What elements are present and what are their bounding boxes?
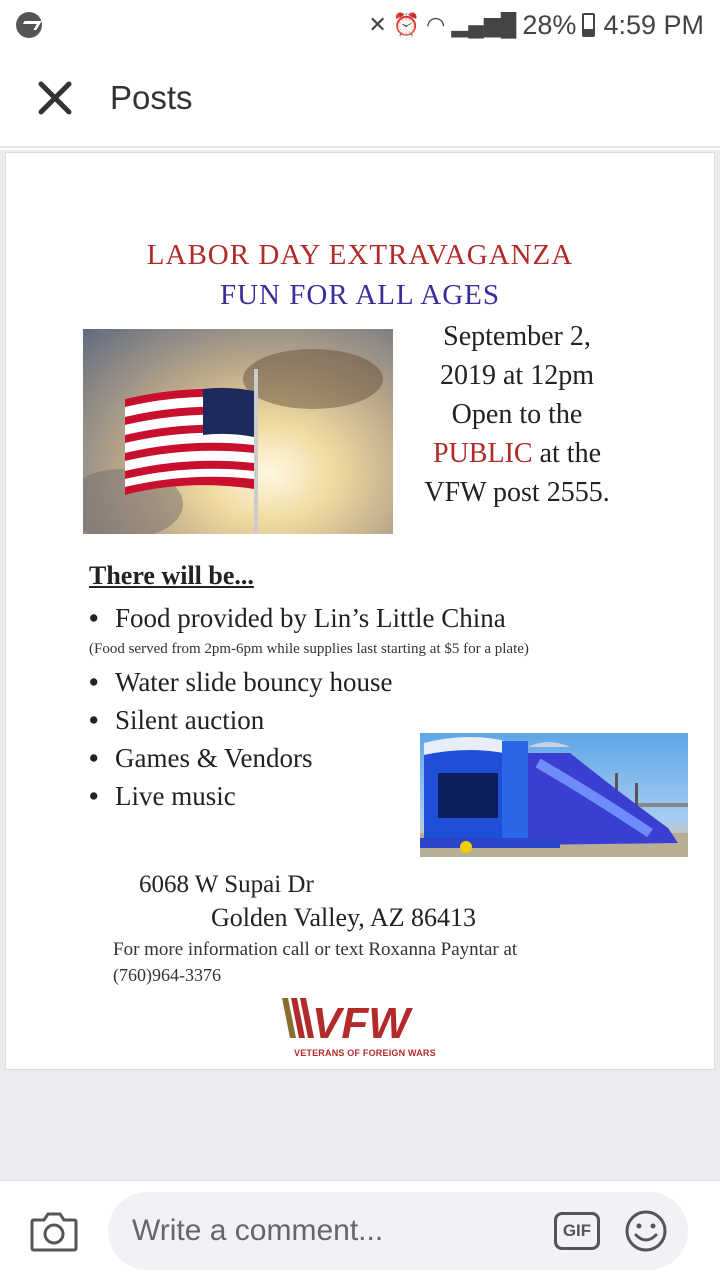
address-line-1: 6068 W Supai Dr [139, 871, 314, 898]
food-note: (Food served from 2pm-6pm while supplies last starting at $5 for a plate) [89, 641, 529, 657]
title-bar [0, 50, 720, 148]
contact-info: For more information call or text Roxanna Payntar at [113, 939, 518, 960]
close-icon [38, 81, 72, 115]
status-bar [0, 0, 720, 50]
flyer-title: LABOR DAY EXTRAVAGANZA [146, 239, 574, 271]
messenger-icon [16, 12, 42, 38]
emoji-button[interactable] [624, 1209, 668, 1253]
flyer-image[interactable] [5, 152, 715, 1070]
wifi-icon: ◠ [426, 12, 446, 37]
american-flag-image [83, 329, 393, 534]
alarm-icon: ⏰ [392, 12, 421, 37]
list-item: • Water slide bouncy house [89, 667, 393, 697]
camera-icon [30, 1210, 78, 1252]
comment-input[interactable] [132, 1214, 554, 1248]
signal-icon: ▂▄▆█ [451, 12, 517, 37]
list-item: • Food provided by Lin’s Little China [89, 603, 506, 633]
mute-vibrate-icon: ✕ [368, 12, 387, 37]
list-item: • Silent auction [89, 705, 265, 735]
public-highlight: PUBLIC [433, 438, 533, 469]
camera-button[interactable] [0, 1181, 108, 1280]
close-button[interactable] [0, 49, 110, 147]
contact-phone: (760)964-3376 [113, 965, 221, 985]
list-item: • Games & Vendors [89, 743, 313, 773]
vfw-tagline: VETERANS OF FOREIGN WARS [294, 1048, 436, 1058]
flyer-subtitle: FUN FOR ALL AGES [219, 279, 500, 311]
vfw-logo [282, 998, 442, 1043]
battery-icon [582, 13, 595, 37]
page-title: Posts [110, 79, 193, 116]
smiley-icon [624, 1209, 668, 1253]
list-item: • Live music [89, 781, 236, 811]
svg-text:VFW: VFW [312, 999, 410, 1043]
post-content [0, 150, 720, 1180]
there-will-be-heading: There will be... [89, 561, 254, 590]
battery-percent: 28% [522, 9, 577, 40]
bouncy-house-image [420, 733, 688, 857]
address-line-2: Golden Valley, AZ 86413 [211, 903, 477, 932]
comment-bar [0, 1180, 720, 1280]
clock: 4:59 PM [603, 9, 704, 40]
gif-button[interactable]: GIF [554, 1212, 600, 1250]
event-details: September 2, 2019 at 12pm Open to the PUBLIC at the VFW post 2555. [424, 321, 610, 508]
comment-box [108, 1192, 688, 1270]
